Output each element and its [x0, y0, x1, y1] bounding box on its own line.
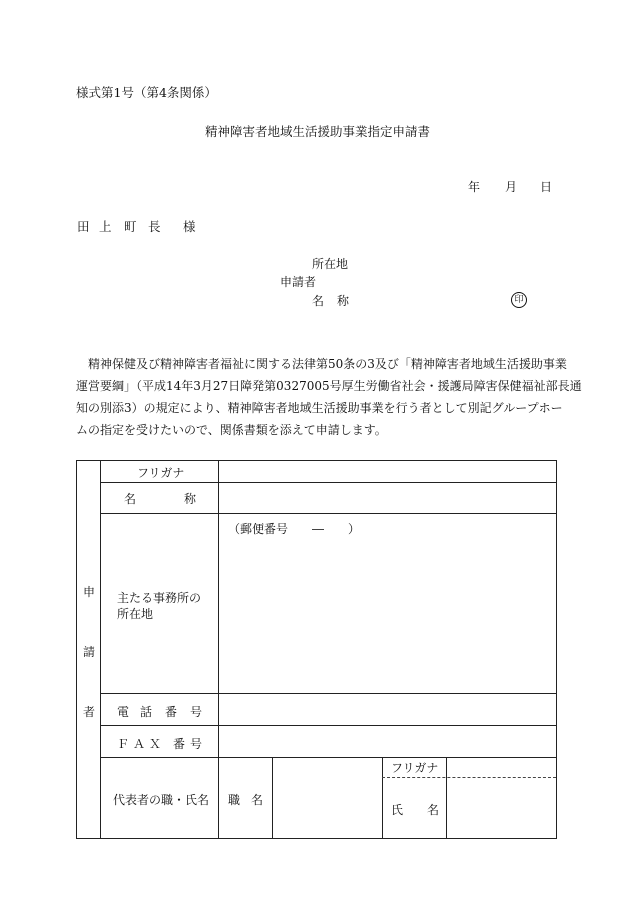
table-divider	[218, 461, 219, 838]
seal-mark: 印	[511, 292, 527, 308]
table-divider	[100, 461, 101, 838]
applicant-label: 申請者	[280, 275, 317, 289]
statement-line: 精神保健及び精神障害者福祉に関する法律第50条の3及び「精神障害者地域生活援助事業	[88, 357, 567, 371]
furigana-dashed-divider	[382, 777, 556, 778]
statement-line: 知の別添3）の規定により、精神障害者地域生活援助事業を行う者として別記グループホー	[76, 401, 563, 415]
table-divider	[446, 757, 447, 838]
statement-line: 運営要綱」（平成14年3月27日障発第0327005号厚生労働省社会・援護局障害保健福祉部長通	[76, 379, 582, 393]
side-label-char: 請	[83, 645, 96, 659]
furigana-label: フリガナ	[137, 466, 185, 480]
table-divider	[100, 757, 556, 758]
date-year-label: 年	[468, 180, 481, 194]
office-address-label-line1: 主たる事務所の	[117, 591, 202, 605]
applicant-address-label: 所在地	[312, 257, 349, 271]
statement-line: ムの指定を受けたいので、関係書類を添えて申請します。	[76, 423, 387, 437]
office-address-label-line2: 所在地	[117, 607, 154, 621]
side-label-char: 申	[83, 585, 96, 599]
table-divider	[382, 757, 383, 838]
side-label-char: 者	[83, 705, 96, 719]
table-divider	[100, 482, 556, 483]
postal-code-field[interactable]: （郵便番号 ― ）	[228, 522, 361, 536]
table-divider	[100, 513, 556, 514]
date-month-label: 月	[505, 180, 518, 194]
application-statement	[76, 353, 582, 441]
representative-furigana-label: フリガナ	[391, 761, 439, 775]
document-title: 精神障害者地域生活援助事業指定申請書	[205, 124, 431, 139]
form-number: 様式第1号（第4条関係）	[76, 85, 217, 100]
date-day-label: 日	[540, 180, 553, 194]
table-divider	[100, 725, 556, 726]
table-divider	[100, 693, 556, 694]
application-form-table: 申 請 者 フリガナ 名 称 （郵便番号 ― ） 主たる事務所の 所在地 電 話 番 号 Ｆ Ａ Ｘ 番 号 代表者の職・氏名 職 名 フリガナ 氏 名	[76, 460, 557, 839]
table-divider	[272, 757, 273, 838]
representative-label: 代表者の職・氏名	[113, 793, 210, 807]
